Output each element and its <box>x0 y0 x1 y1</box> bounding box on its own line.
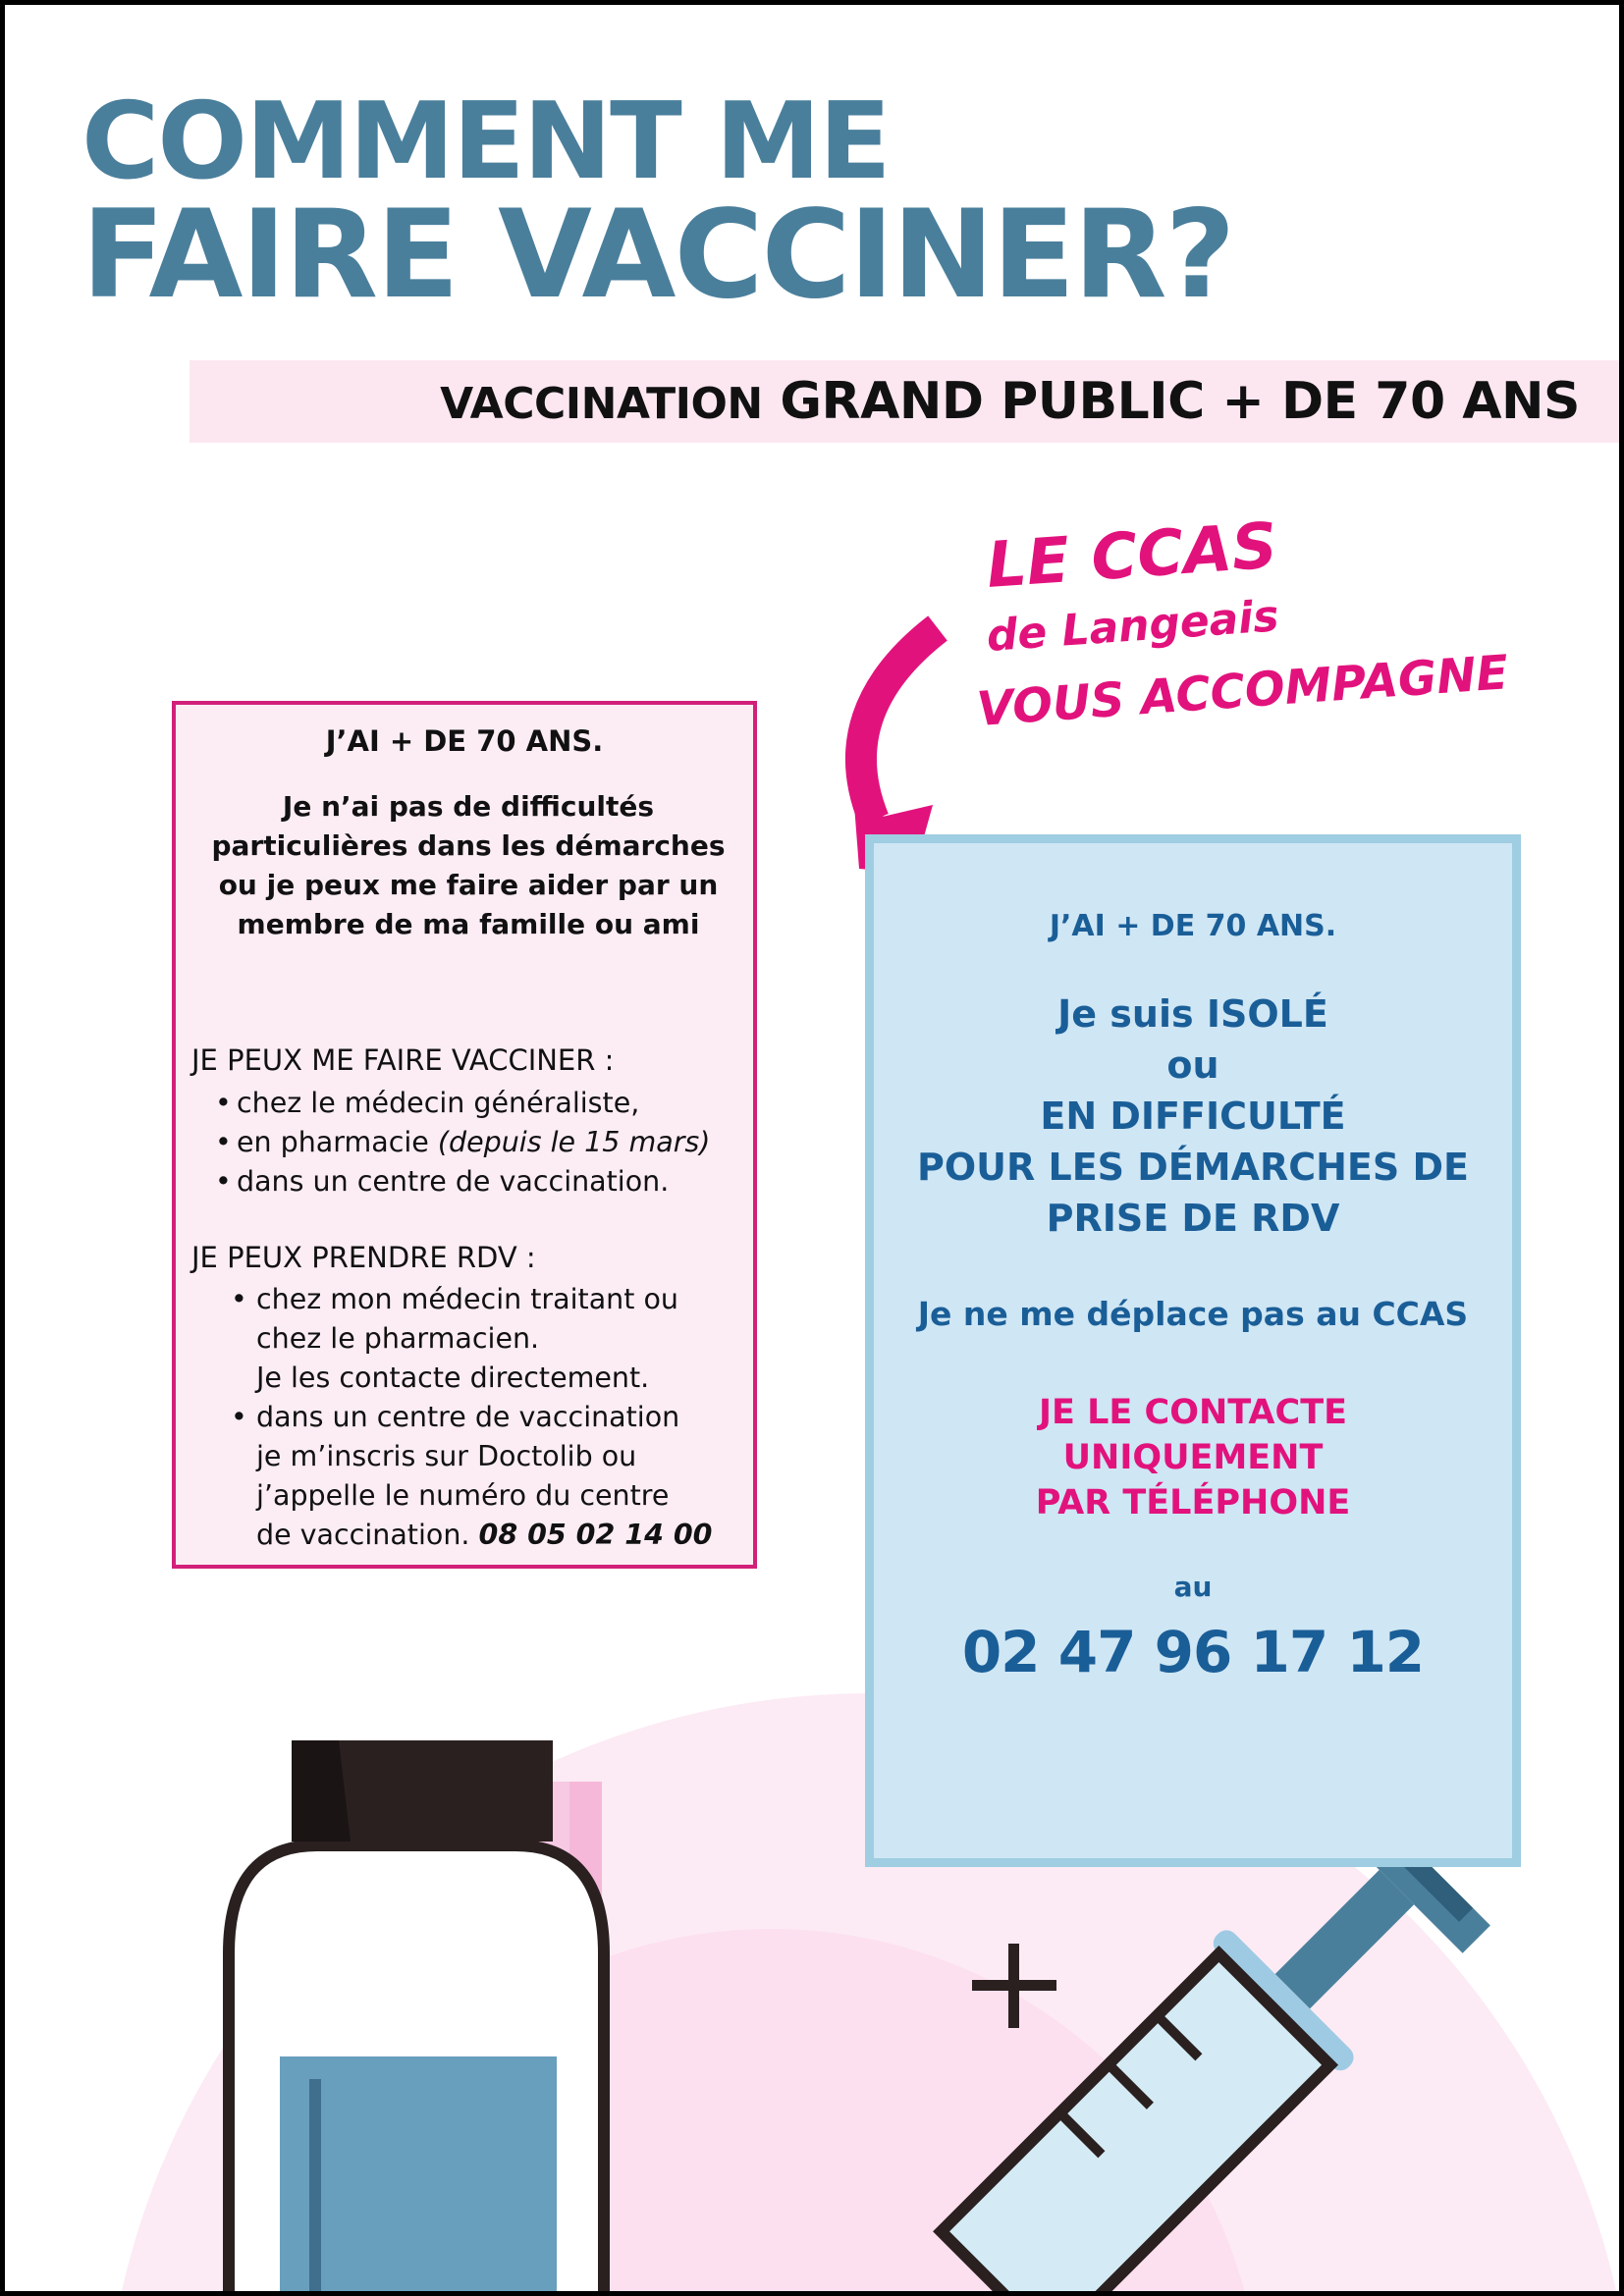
list-item: • dans un centre de vaccination. <box>215 1162 710 1201</box>
appointment-list <box>231 1280 713 1555</box>
left-box-intro: Je n’ai pas de difficultés particulières dans les démarches ou je peux me faire aider par un membre de ma famille ou ami <box>211 790 726 940</box>
list-item: • en pharmacie (depuis le 15 mars) <box>215 1123 710 1162</box>
left-box-heading: J’AI + DE 70 ANS. <box>325 724 604 758</box>
subtitle <box>440 372 1580 431</box>
no-visit-text: Je ne me déplace pas au CCAS <box>917 1295 1469 1333</box>
appointment-heading: JE PEUX PRENDRE RDV : <box>191 1241 536 1274</box>
subtitle-part-2: GRAND PUBLIC + DE 70 ANS <box>780 372 1580 431</box>
au-label: au <box>1173 1571 1213 1603</box>
left-info-box <box>172 701 757 1569</box>
page-title-line-1: COMMENT ME <box>81 80 890 203</box>
subtitle-band <box>189 360 1624 443</box>
vial-icon <box>229 1740 604 2296</box>
right-box-heading: J’AI + DE 70 ANS. <box>1049 909 1337 943</box>
list-item: • chez mon médecin traitant ou chez le pharmacien. Je les contacte directement. <box>231 1280 713 1398</box>
right-info-box <box>865 834 1521 1867</box>
ccas-heading-line-2: de Langeais <box>985 591 1281 662</box>
vaccination-places-list <box>215 1084 710 1201</box>
subtitle-part-1: VACCINATION <box>440 379 763 429</box>
vaccination-places-heading: JE PEUX ME FAIRE VACCINER : <box>191 1043 615 1077</box>
page-title-line-2: FAIRE VACCINER? <box>81 185 1234 326</box>
list-item: • dans un centre de vaccination je m’inscris sur Doctolib ou j’appelle le numéro du centre de vaccination. 08 05 02 14 00 <box>231 1398 713 1555</box>
ccas-heading-line-3: VOUS ACCOMPAGNE <box>975 645 1510 737</box>
contact-by-phone-text: JE LE CONTACTE UNIQUEMENT PAR TÉLÉPHONE <box>1035 1393 1351 1522</box>
vaccination-centre-phone: 08 05 02 14 00 <box>478 1519 713 1551</box>
list-item: • chez le médecin généraliste, <box>215 1084 710 1123</box>
ccas-heading-line-1: LE CCAS <box>984 509 1280 603</box>
ccas-phone-number: 02 47 96 17 12 <box>961 1619 1425 1685</box>
isolated-text: Je suis ISOLÉ ou EN DIFFICULTÉ POUR LES DÉMARCHES DE PRISE DE RDV <box>916 992 1469 1240</box>
